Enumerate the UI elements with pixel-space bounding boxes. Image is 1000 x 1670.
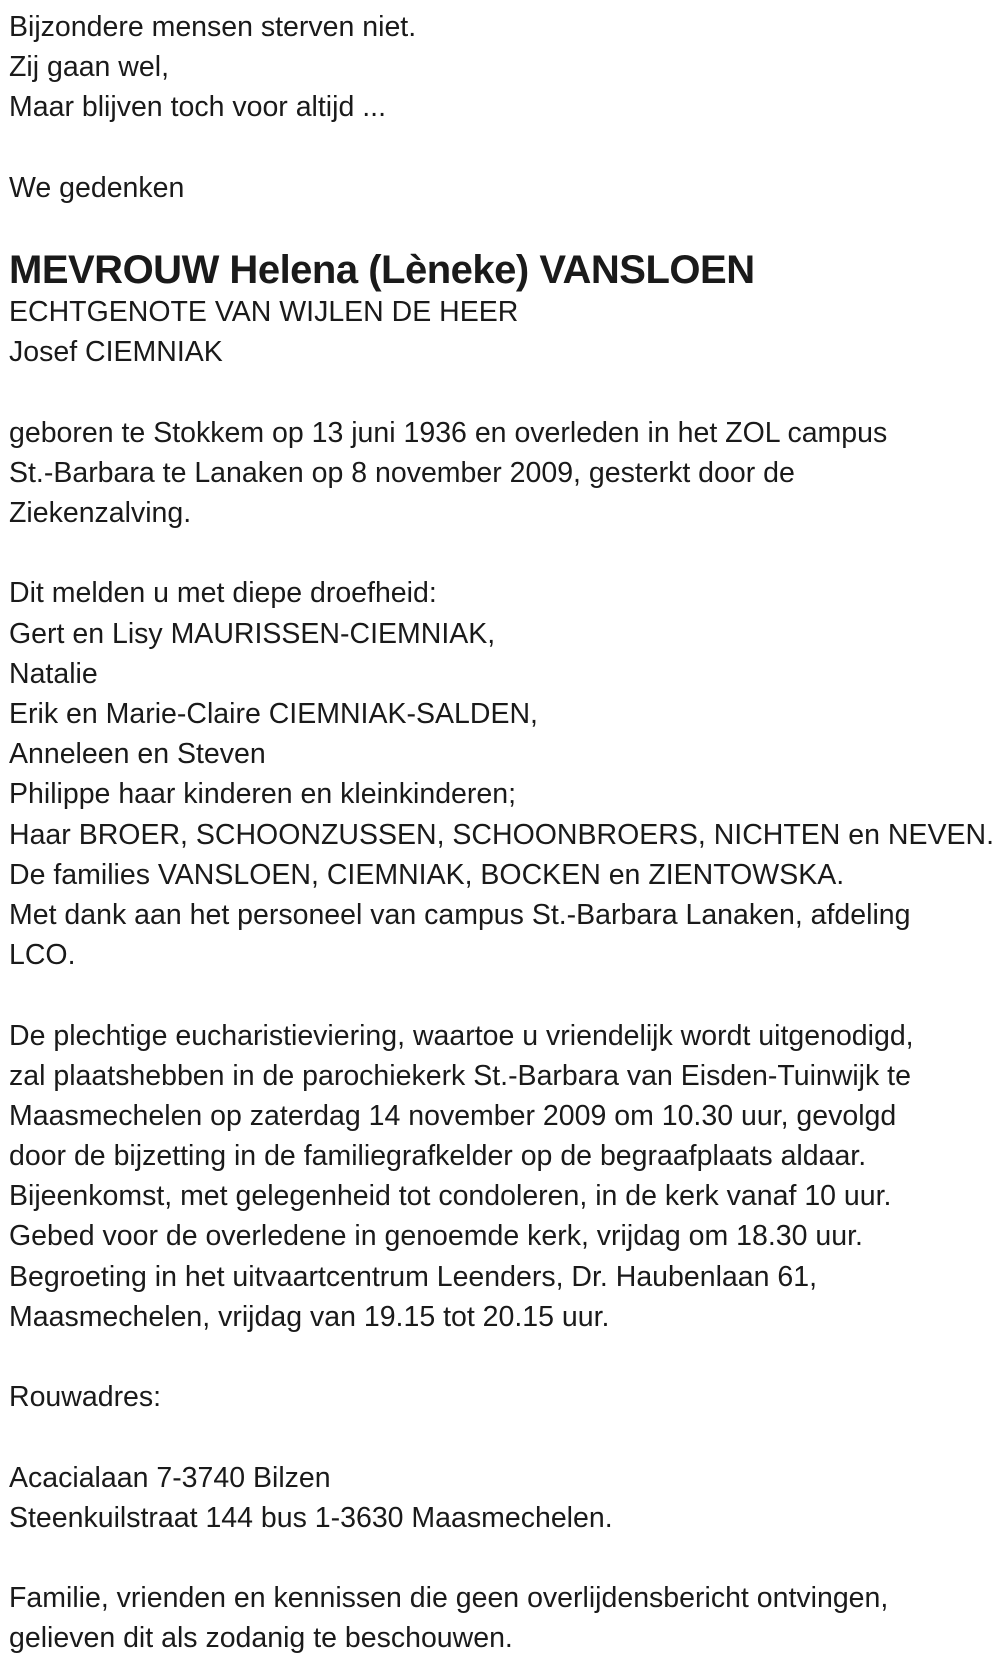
funeral-arrangements-line: De plechtige eucharistieviering, waartoe u vriendelijk wordt uitgenodigd,: [9, 1019, 914, 1052]
funeral-arrangements-line: door de bijzetting in de familiegrafkelder op de begraafplaats aldaar.: [9, 1140, 867, 1173]
blank-line: [9, 533, 995, 573]
mourning-address-label-line: Rouwadres:: [9, 1381, 162, 1414]
memorial-intro-line: We gedenken: [9, 171, 185, 204]
funeral-arrangements-line: zal plaatshebben in de parochiekerk St.-Barbara van Eisden-Tuinwijk te: [9, 1059, 911, 1092]
birth-death-notice-line: Ziekenzalving.: [9, 497, 192, 530]
deceased-name-line: Josef CIEMNIAK: [9, 336, 223, 369]
birth-death-notice-line: geboren te Stokkem op 13 juni 1936 en overleden in het ZOL campus: [9, 416, 888, 449]
family-announcement-line: LCO.: [9, 939, 76, 972]
family-announcement-line: Met dank aan het personeel van campus St.-Barbara Lanaken, afdeling: [9, 898, 911, 931]
family-announcement-line: Anneleen en Steven: [9, 738, 266, 771]
blank-line: [9, 208, 995, 248]
mourning-addresses-line: Steenkuilstraat 144 bus 1-3630 Maasmechelen.: [9, 1501, 613, 1534]
poem-line: Maar blijven toch voor altijd ...: [9, 91, 386, 124]
family-announcement-line: Haar BROER, SCHOONZUSSEN, SCHOONBROERS, NICHTEN en NEVEN.: [9, 818, 995, 851]
poem-line: Zij gaan wel,: [9, 51, 169, 84]
poem-line: Bijzondere mensen sterven niet.: [9, 11, 417, 43]
family-announcement-line: Erik en Marie-Claire CIEMNIAK-SALDEN,: [9, 698, 538, 730]
birth-death-notice-line: St.-Barbara te Lanaken op 8 november 2009, gesterkt door de: [9, 456, 795, 489]
blank-line: [9, 1417, 995, 1457]
blank-line: [9, 1538, 995, 1578]
funeral-arrangements-line: Bijeenkomst, met gelegenheid tot condoleren, in de kerk vanaf 10 uur.: [9, 1180, 892, 1213]
funeral-arrangements-line: Gebed voor de overledene in genoemde kerk, vrijdag om 18.30 uur.: [9, 1220, 863, 1253]
blank-line: [9, 128, 995, 168]
closing-notice-line: Familie, vrienden en kennissen die geen overlijdensbericht ontvingen,: [9, 1582, 889, 1615]
family-announcement-line: Gert en Lisy MAURISSEN-CIEMNIAK,: [9, 617, 496, 650]
blank-line: [9, 373, 995, 413]
family-announcement-line: Philippe haar kinderen en kleinkinderen;: [9, 778, 517, 811]
closing-notice-line: gelieven dit als zodanig te beschouwen.: [9, 1622, 513, 1655]
mourning-addresses-line: Acacialaan 7-3740 Bilzen: [9, 1461, 331, 1494]
deceased-name-heading: MEVROUW Helena (Lèneke) VANSLOEN: [9, 248, 755, 293]
funeral-arrangements-line: Maasmechelen op zaterdag 14 november 2009 om 10.30 uur, gevolgd: [9, 1099, 897, 1132]
funeral-arrangements-line: Maasmechelen, vrijdag van 19.15 tot 20.15 uur.: [9, 1300, 610, 1333]
family-announcement-line: De families VANSLOEN, CIEMNIAK, BOCKEN en ZIENTOWSKA.: [9, 858, 845, 891]
funeral-arrangements-line: Begroeting in het uitvaartcentrum Leenders, Dr. Haubenlaan 61,: [9, 1260, 818, 1293]
deceased-name-line: ECHTGENOTE VAN WIJLEN DE HEER: [9, 296, 519, 329]
family-announcement-line: Natalie: [9, 657, 98, 690]
blank-line: [9, 975, 995, 1015]
family-announcement-line: Dit melden u met diepe droefheid:: [9, 577, 437, 610]
blank-line: [9, 1337, 995, 1377]
